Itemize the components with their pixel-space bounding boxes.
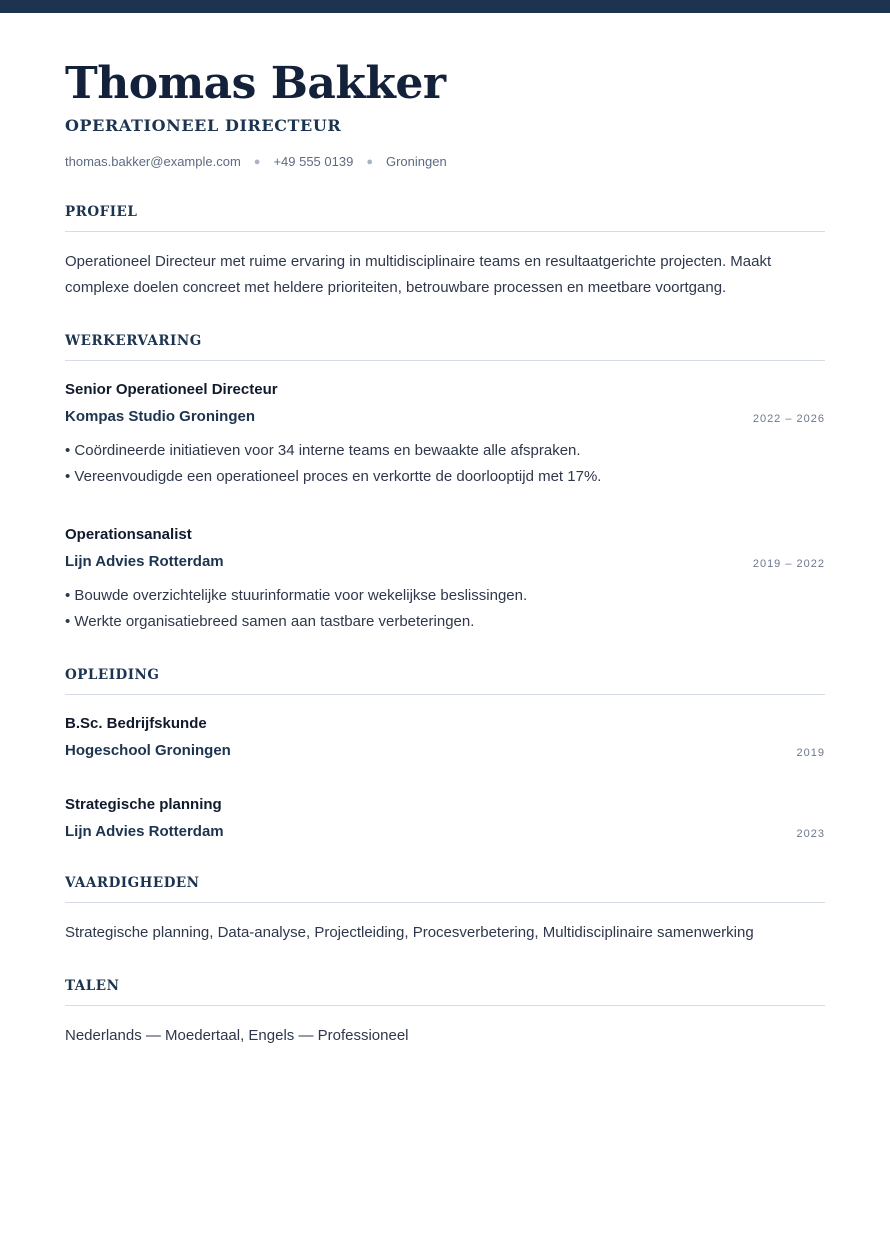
section-title-experience: WERKERVARING — [65, 332, 825, 361]
top-accent-bar — [0, 0, 890, 13]
contact-email[interactable]: thomas.bakker@example.com — [65, 154, 241, 169]
job-company: Kompas Studio Groningen — [65, 408, 255, 425]
education-school: Lijn Advies Rotterdam — [65, 823, 224, 840]
job-bullets — [65, 583, 825, 635]
languages-text: Nederlands — Moedertaal, Engels — Professioneel — [65, 1027, 409, 1044]
candidate-name: Thomas Bakker — [65, 58, 446, 109]
job-bullet: • Coördineerde initiatieven voor 34 interne teams en bewaakte alle afspraken. — [65, 438, 825, 464]
education-degree: Strategische planning — [65, 796, 222, 813]
education-year: 2019 — [796, 747, 825, 759]
education-year: 2023 — [796, 828, 825, 840]
job-bullets — [65, 438, 825, 490]
candidate-role: OPERATIONEEL DIRECTEUR — [65, 116, 342, 135]
skills-text: Strategische planning, Data-analyse, Projectleiding, Procesverbetering, Multidisciplinaire samenwerking — [65, 924, 754, 941]
contact-location: Groningen — [385, 154, 447, 169]
section-title-languages: TALEN — [65, 977, 825, 1006]
contact-line — [65, 153, 447, 171]
profile-text: Operationeel Directeur met ruime ervaring in multidisciplinaire teams en resultaatgerichte projecten. Maakt complexe doelen concreet met heldere prioriteiten, betrouwbare processen en meetbare voortgang. — [65, 253, 772, 296]
section-title-skills: VAARDIGHEDEN — [65, 874, 825, 903]
job-title: Operationsanalist — [65, 526, 192, 543]
job-dates: 2022 – 2026 — [752, 413, 825, 425]
job-bullet: • Vereenvoudigde een operationeel proces en verkortte de doorlooptijd met 17%. — [65, 464, 825, 490]
job-bullet: • Bouwde overzichtelijke stuurinformatie voor wekelijkse beslissingen. — [65, 583, 825, 609]
job-dates: 2019 – 2022 — [752, 558, 825, 570]
education-degree: B.Sc. Bedrijfskunde — [65, 715, 207, 732]
section-title-profile: PROFIEL — [65, 203, 825, 232]
contact-phone[interactable]: +49 555 0139 — [273, 154, 354, 169]
separator-dot: ● — [253, 156, 261, 168]
separator-dot: ● — [366, 156, 373, 168]
section-title-education: OPLEIDING — [65, 666, 825, 695]
education-school: Hogeschool Groningen — [65, 742, 231, 759]
job-title: Senior Operationeel Directeur — [65, 381, 278, 398]
job-company: Lijn Advies Rotterdam — [65, 553, 224, 570]
job-bullet: • Werkte organisatiebreed samen aan tastbare verbeteringen. — [65, 609, 825, 635]
